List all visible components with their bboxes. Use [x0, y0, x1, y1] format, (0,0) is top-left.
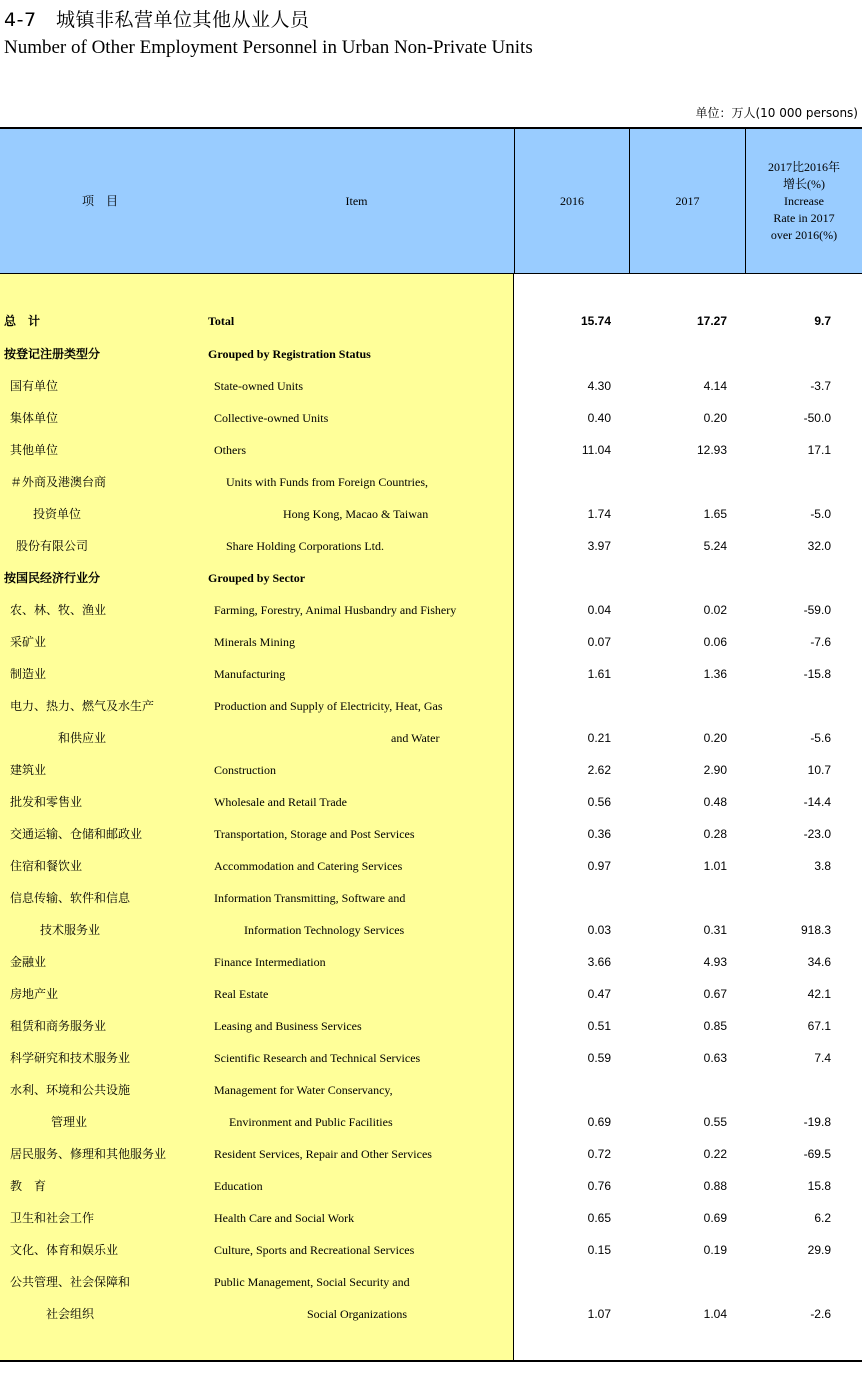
value-2017 — [629, 338, 727, 370]
value-increase-rate: -69.5 — [803, 1147, 831, 1161]
table-row — [0, 594, 862, 626]
value-2016: 0.21 — [587, 731, 611, 745]
value-increase-rate — [745, 466, 831, 498]
table-row — [0, 1170, 862, 1202]
value-2016: 0.56 — [587, 795, 611, 809]
value-increase-rate: 3.8 — [814, 859, 831, 873]
value-2016 — [514, 690, 611, 722]
table-row — [0, 402, 862, 434]
value-increase-rate: 32.0 — [807, 539, 831, 553]
header-rate-line: Rate in 2017 — [773, 210, 835, 225]
table-row — [0, 1202, 862, 1234]
table-row — [0, 978, 862, 1010]
value-2017: 2.90 — [703, 763, 727, 777]
row-label-chinese: 交通运输、仓储和邮政业 — [10, 827, 143, 841]
table-row — [0, 914, 862, 946]
row-label-english: Total — [208, 314, 235, 328]
value-2017: 0.88 — [703, 1179, 727, 1193]
value-2017: 0.20 — [703, 731, 727, 745]
row-label-english: Leasing and Business Services — [214, 1019, 362, 1033]
table-row — [0, 946, 862, 978]
row-label-english: Resident Services, Repair and Other Services — [214, 1147, 432, 1161]
row-label-english: Information Technology Services — [244, 923, 405, 937]
row-label-english: Accommodation and Catering Services — [214, 859, 403, 873]
table-row — [0, 1010, 862, 1042]
row-label-english: Hong Kong, Macao & Taiwan — [283, 507, 429, 521]
table-row — [0, 1138, 862, 1170]
value-2017: 5.24 — [703, 539, 727, 553]
value-2016: 0.65 — [587, 1211, 611, 1225]
table-row — [0, 722, 862, 754]
table-row — [0, 1074, 862, 1106]
row-label-english: Collective-owned Units — [214, 411, 329, 425]
row-label-english: Public Management, Social Security and — [214, 1275, 410, 1289]
table-row — [0, 305, 862, 337]
value-increase-rate — [745, 690, 831, 722]
value-2017: 12.93 — [696, 443, 727, 457]
value-increase-rate — [745, 882, 831, 914]
row-label-chinese: 居民服务、修理和其他服务业 — [10, 1147, 167, 1161]
value-increase-rate: 7.4 — [814, 1051, 831, 1065]
table-row — [0, 434, 862, 466]
row-label-chinese: 投资单位 — [33, 507, 82, 521]
row-label-chinese: 制造业 — [10, 667, 47, 681]
value-increase-rate: -50.0 — [803, 411, 831, 425]
value-2017 — [629, 562, 727, 594]
row-label-chinese: 批发和零售业 — [10, 795, 83, 809]
value-increase-rate — [745, 338, 831, 370]
value-2016: 3.97 — [587, 539, 611, 553]
table-row — [0, 1266, 862, 1298]
row-label-english: Social Organizations — [307, 1307, 408, 1321]
value-2016: 2.62 — [587, 763, 611, 777]
value-2017: 1.04 — [703, 1307, 727, 1321]
value-increase-rate: 15.8 — [807, 1179, 831, 1193]
row-label-english: Grouped by Registration Status — [208, 347, 371, 361]
value-increase-rate: -15.8 — [803, 667, 831, 681]
value-increase-rate: 42.1 — [807, 987, 831, 1001]
value-increase-rate: -59.0 — [803, 603, 831, 617]
row-label-chinese: 水利、环境和公共设施 — [10, 1083, 131, 1097]
value-2016: 0.69 — [587, 1115, 611, 1129]
row-label-chinese: 住宿和餐饮业 — [10, 859, 83, 873]
value-2016 — [514, 882, 611, 914]
value-2017: 0.31 — [703, 923, 727, 937]
row-label-chinese: 集体单位 — [10, 411, 59, 425]
header-rate-line: Increase — [784, 193, 824, 208]
value-2016: 3.66 — [587, 955, 611, 969]
value-2017: 0.69 — [703, 1211, 727, 1225]
value-2017: 0.22 — [703, 1147, 727, 1161]
header-xiangmu: 项 目 — [81, 193, 118, 208]
row-label-chinese: 卫生和社会工作 — [10, 1211, 95, 1225]
value-2016 — [514, 338, 611, 370]
row-label-english: Management for Water Conservancy, — [214, 1083, 393, 1097]
row-label-chinese: 其他单位 — [10, 443, 59, 457]
row-label-chinese: 电力、热力、燃气及水生产 — [10, 699, 155, 713]
unit-label: 单位：万人(10 000 persons) — [695, 106, 858, 120]
value-2017: 0.28 — [703, 827, 727, 841]
value-2016 — [514, 1074, 611, 1106]
table-row — [0, 882, 862, 914]
value-2017: 4.14 — [703, 379, 727, 393]
row-label-chinese: 总 计 — [4, 314, 41, 328]
header-item: Item — [345, 193, 368, 208]
table-row — [0, 626, 862, 658]
value-2017: 0.85 — [703, 1019, 727, 1033]
row-label-chinese: 文化、体育和娱乐业 — [10, 1243, 119, 1257]
value-increase-rate — [745, 1074, 831, 1106]
table-row — [0, 562, 862, 594]
value-increase-rate — [745, 1266, 831, 1298]
header-rate-line: over 2016(%) — [770, 227, 838, 242]
row-label-chinese: 社会组织 — [46, 1307, 95, 1321]
value-increase-rate: -23.0 — [803, 827, 831, 841]
value-2017: 0.19 — [703, 1243, 727, 1257]
value-2016: 1.07 — [587, 1307, 611, 1321]
value-2016: 0.07 — [587, 635, 611, 649]
row-label-english: Health Care and Social Work — [214, 1211, 355, 1225]
row-label-chinese: 信息传输、软件和信息 — [10, 891, 131, 905]
table-row — [0, 338, 862, 370]
row-label-chinese: 金融业 — [10, 955, 47, 969]
row-label-chinese: 建筑业 — [10, 763, 47, 777]
value-2017: 4.93 — [703, 955, 727, 969]
value-2017: 0.55 — [703, 1115, 727, 1129]
table-row — [0, 786, 862, 818]
value-2017: 0.67 — [703, 987, 727, 1001]
value-2017: 17.27 — [696, 314, 727, 328]
value-increase-rate: 6.2 — [814, 1211, 831, 1225]
value-2016: 0.97 — [587, 859, 611, 873]
value-increase-rate: 17.1 — [807, 443, 831, 457]
value-increase-rate: 918.3 — [800, 923, 831, 937]
row-label-english: Units with Funds from Foreign Countries, — [226, 475, 429, 489]
page-title-english: Number of Other Employment Personnel in Urban Non-Private Units — [4, 37, 533, 58]
row-label-english: Others — [214, 443, 246, 457]
row-label-chinese: 国有单位 — [10, 379, 59, 393]
row-label-chinese: 公共管理、社会保障和 — [10, 1275, 131, 1289]
header-rate-line: 增长(%) — [783, 176, 825, 191]
row-label-chinese: 按登记注册类型分 — [4, 347, 101, 361]
value-2016: 0.51 — [587, 1019, 611, 1033]
value-2016: 0.03 — [587, 923, 611, 937]
table-row — [0, 466, 862, 498]
value-increase-rate: 9.7 — [814, 314, 831, 328]
header-increase-rate — [745, 129, 862, 273]
header-rate-line: 2017比2016年 — [767, 159, 840, 174]
table-row — [0, 658, 862, 690]
value-2016 — [514, 1266, 611, 1298]
table-row — [0, 530, 862, 562]
value-2016 — [514, 466, 611, 498]
value-increase-rate: 29.9 — [807, 1243, 831, 1257]
row-label-chinese: ＃外商及港澳台商 — [10, 475, 107, 489]
table-row — [0, 690, 862, 722]
value-2016: 0.15 — [587, 1243, 611, 1257]
value-2017: 0.06 — [703, 635, 727, 649]
value-2017 — [629, 466, 727, 498]
row-label-chinese: 按国民经济行业分 — [4, 571, 101, 585]
value-increase-rate: -3.7 — [810, 379, 831, 393]
row-label-chinese: 教 育 — [10, 1179, 47, 1193]
row-label-english: and Water — [391, 731, 440, 745]
table-row — [0, 1234, 862, 1266]
table-row — [0, 370, 862, 402]
table-row — [0, 1298, 862, 1330]
row-label-english: Finance Intermediation — [214, 955, 326, 969]
row-label-english: Share Holding Corporations Ltd. — [226, 539, 384, 553]
row-label-chinese: 采矿业 — [10, 635, 47, 649]
value-2016 — [514, 562, 611, 594]
value-2017 — [629, 882, 727, 914]
row-label-chinese: 科学研究和技术服务业 — [10, 1051, 131, 1065]
value-2017: 0.20 — [703, 411, 727, 425]
row-label-english: Manufacturing — [214, 667, 286, 681]
value-increase-rate: 67.1 — [807, 1019, 831, 1033]
value-2016: 1.74 — [587, 507, 611, 521]
value-2017: 0.02 — [703, 603, 727, 617]
header-2017: 2017 — [629, 129, 745, 273]
row-label-english: Scientific Research and Technical Services — [214, 1051, 421, 1065]
row-label-english: State-owned Units — [214, 379, 303, 393]
table-row — [0, 850, 862, 882]
row-label-english: Real Estate — [214, 987, 269, 1001]
row-label-chinese: 技术服务业 — [40, 923, 101, 937]
value-2016: 0.76 — [587, 1179, 611, 1193]
value-increase-rate: -14.4 — [803, 795, 831, 809]
row-label-chinese: 租赁和商务服务业 — [10, 1019, 107, 1033]
value-2017 — [629, 1074, 727, 1106]
header-2016: 2016 — [514, 129, 629, 273]
row-label-english: Information Transmitting, Software and — [214, 891, 406, 905]
value-increase-rate: 10.7 — [807, 763, 831, 777]
value-2016: 0.47 — [587, 987, 611, 1001]
value-2016: 0.72 — [587, 1147, 611, 1161]
value-2017 — [629, 690, 727, 722]
value-2016: 11.04 — [581, 443, 611, 457]
row-label-english: Wholesale and Retail Trade — [214, 795, 347, 809]
value-2016: 1.61 — [587, 667, 611, 681]
row-label-english: Minerals Mining — [214, 635, 295, 649]
value-increase-rate: -19.8 — [803, 1115, 831, 1129]
row-label-english: Farming, Forestry, Animal Husbandry and Fishery — [214, 603, 457, 617]
row-label-chinese: 房地产业 — [10, 987, 59, 1001]
row-label-english: Environment and Public Facilities — [229, 1115, 393, 1129]
row-label-english: Construction — [214, 763, 276, 777]
row-label-english: Culture, Sports and Recreational Services — [214, 1243, 415, 1257]
value-increase-rate: -5.6 — [810, 731, 831, 745]
table-row — [0, 498, 862, 530]
value-2017: 1.01 — [703, 859, 727, 873]
page-title-chinese: 4-7 城镇非私营单位其他从业人员 — [4, 9, 310, 31]
value-2017: 1.36 — [703, 667, 727, 681]
value-2017: 1.65 — [703, 507, 727, 521]
value-2016: 0.59 — [587, 1051, 611, 1065]
value-increase-rate: -2.6 — [810, 1307, 831, 1321]
value-2016: 0.36 — [587, 827, 611, 841]
table-bottom-rule — [0, 1360, 862, 1362]
row-label-english: Grouped by Sector — [208, 571, 306, 585]
value-2017: 0.63 — [703, 1051, 727, 1065]
value-2016: 0.04 — [587, 603, 611, 617]
value-2017: 0.48 — [703, 795, 727, 809]
value-increase-rate — [745, 562, 831, 594]
value-2017 — [629, 1266, 727, 1298]
value-2016: 15.74 — [580, 314, 611, 328]
value-increase-rate: 34.6 — [807, 955, 831, 969]
row-label-chinese: 股份有限公司 — [16, 539, 89, 553]
row-label-english: Education — [214, 1179, 263, 1193]
table-row — [0, 1106, 862, 1138]
value-increase-rate: -5.0 — [810, 507, 831, 521]
table-row — [0, 818, 862, 850]
row-label-english: Transportation, Storage and Post Services — [214, 827, 415, 841]
row-label-chinese: 农、林、牧、渔业 — [10, 603, 107, 617]
value-increase-rate: -7.6 — [810, 635, 831, 649]
table-row — [0, 754, 862, 786]
row-label-chinese: 和供应业 — [58, 731, 107, 745]
value-2016: 0.40 — [587, 411, 611, 425]
value-2016: 4.30 — [587, 379, 611, 393]
row-label-chinese: 管理业 — [51, 1115, 88, 1129]
row-label-english: Production and Supply of Electricity, Heat, Gas — [214, 699, 443, 713]
table-row — [0, 1042, 862, 1074]
table-header — [0, 129, 862, 274]
